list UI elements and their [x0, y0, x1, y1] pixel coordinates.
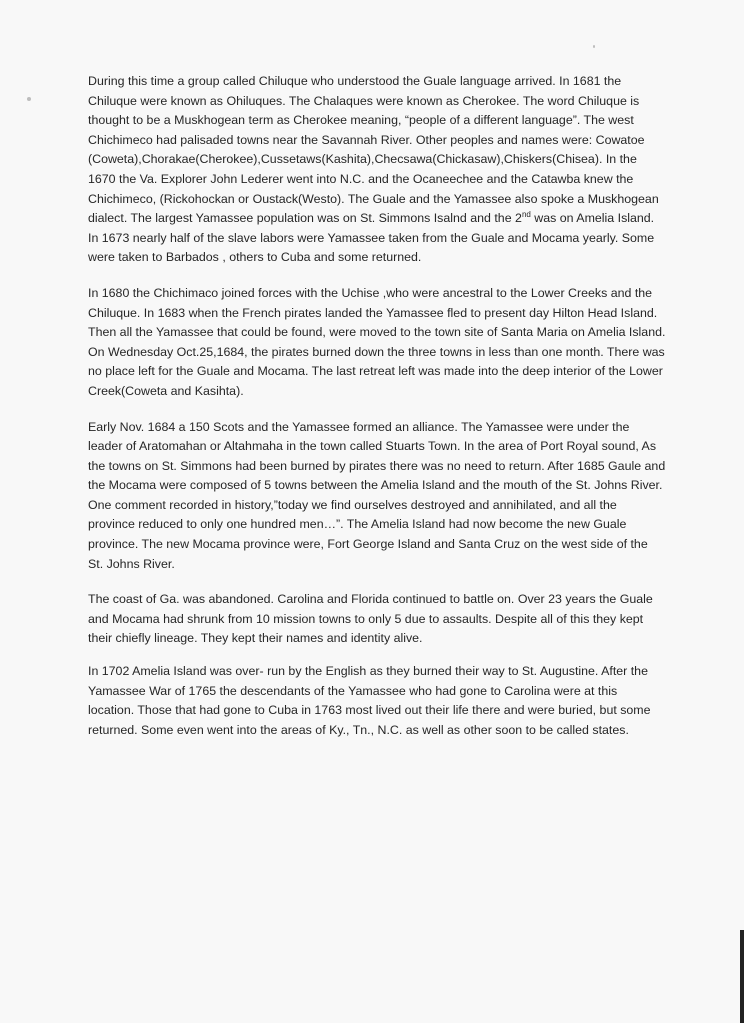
scan-speck: [593, 45, 595, 48]
paragraph: Early Nov. 1684 a 150 Scots and the Yamassee formed an alliance. The Yamassee were under the leader of Aratomahan or Altahmaha in the town called Stuarts Town. In the area of Port Royal sound, As the towns on St. Simmons had been burned by pirates there was no need to return. After 1685 Gaule and the Mocama were composed of 5 towns between the Amelia Island and the mouth of the St. Johns River. One comment recorded in history,”today we find ourselves destroyed and annihilated, and all the province reduced to only one hundred men…”. The Amelia Island had now become the new Guale province. The new Mocama province were, Fort George Island and Santa Cruz on the west side of the St. Johns River.: [88, 419, 666, 571]
scan-speck: [27, 97, 31, 101]
scan-edge: [740, 930, 744, 1023]
body-text: [88, 72, 666, 756]
paragraph: The coast of Ga. was abandoned. Carolina and Florida continued to battle on. Over 23 years the Guale and Mocama had shrunk from 10 mission towns to only 5 due to assaults. Despite all of this they kept their chiefly lineage. They kept their names and identity alive.: [88, 592, 653, 646]
paragraph: During this time a group called Chiluque who understood the Guale language arrived. In 1681 the Chiluque were known as Ohiluques. The Chalaques were known as Cherokee. The word Chiluque is thought to be a Muskhogean term as Cherokee meaning, “people of a different language”. The west Chichimeco had palisaded towns near the Savannah River. Other peoples and names were: Cowatoe (Coweta),Chorakae(Cherokee),Cussetaws(Kashita),Checsawa(Chickasaw),Chiskers(Chisea). In the 1670 the Va. Explorer John Lederer went into N.C. and the Ocaneechee and the Catawba knew the Chichimeco, (Rickohockan or Oustack(Westo). The Guale and the Yamassee also spoke a Muskhogean dialect. The largest Yamassee population was on St. Simmons Isalnd and the 2nd was on Amelia Island. In 1673 nearly half of the slave labors were Yamassee taken from the Guale and Mocama yearly. Some were taken to Barbados , others to Cuba and some returned.: [88, 74, 659, 265]
paragraph: In 1680 the Chichimaco joined forces with the Uchise ,who were ancestral to the Lower Creeks and the Chiluque. In 1683 when the French pirates landed the Yamassee fled to present day Hilton Head Island. Then all the Yamassee that could be found, were moved to the town site of Santa Maria on Amelia Island. On Wednesday Oct.25,1684, the pirates burned down the three towns in less than one month. There was no place left for the Guale and Mocama. The last retreat left was made into the deep interior of the Lower Creek(Coweta and Kasihta).: [88, 285, 666, 398]
paragraph: In 1702 Amelia Island was over- run by the English as they burned their way to St. Augustine. After the Yamassee War of 1765 the descendants of the Yamassee who had gone to Carolina were at this location. Those that had gone to Cuba in 1763 most lived out their life there and were buried, but some returned. Some even went into the areas of Ky., Tn., N.C. as well as other soon to be called states.: [88, 664, 651, 737]
